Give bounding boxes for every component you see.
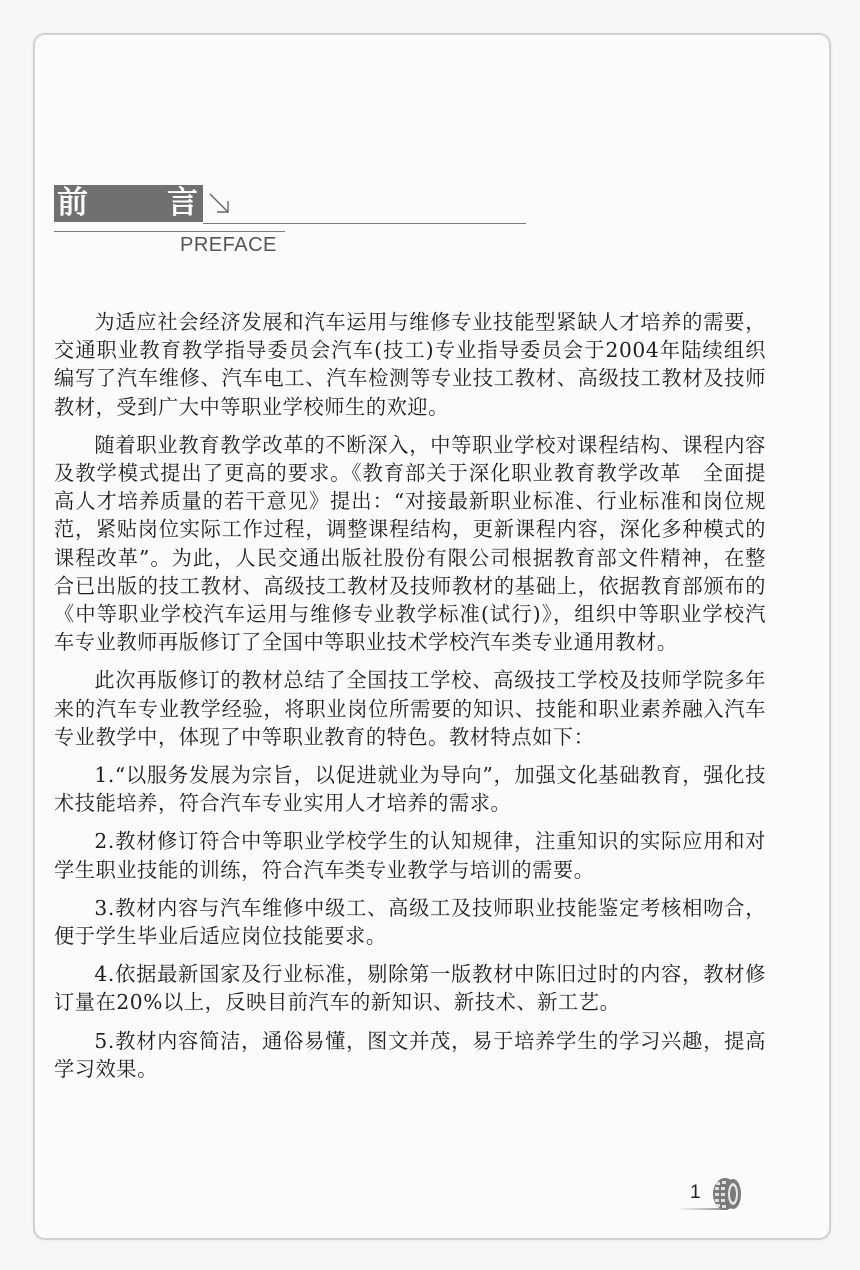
list-item: 2.教材修订符合中等职业学校学生的认知规律，注重知识的实际应用和对学生职业技能的训练，符合汽车类专业教学与培训的需要。: [54, 829, 766, 882]
heading-rule-lower: [54, 231, 285, 232]
page-number: 1: [690, 1182, 701, 1203]
paragraph: 此次再版修订的教材总结了全国技工学校、高级技工学校及技师学院多年来的汽车专业教学经验，将职业岗位所需要的知识、技能和职业素养融入汽车专业教学中，体现了中等职业教育的特色。教材特点如下：: [54, 668, 766, 749]
tire-icon: [711, 1176, 743, 1212]
preface-title-box: [54, 185, 203, 222]
title-char-1: 前: [57, 185, 88, 221]
list-item: 4.依据最新国家及行业标准，剔除第一版教材中陈旧过时的内容，教材修订量在20%以上，反映目前汽车的新知识、新技术、新工艺。: [54, 962, 766, 1015]
arrow-down-right-icon: [208, 192, 232, 216]
list-item: 5.教材内容简洁，通俗易懂，图文并茂，易于培养学生的学习兴趣，提高学习效果。: [54, 1028, 766, 1081]
title-char-2: 言: [167, 185, 198, 221]
preface-body: [54, 308, 766, 1093]
list-item: 1.“以服务发展为宗旨，以促进就业为导向”，加强文化基础教育，强化技术技能培养，符合汽车专业实用人才培养的需求。: [54, 763, 766, 816]
list-item: 3.教材内容与汽车维修中级工、高级工及技师职业技能鉴定考核相吻合，便于学生毕业后适应岗位技能要求。: [54, 895, 766, 949]
paragraph: 随着职业教育教学改革的不断深入，中等职业学校对课程结构、课程内容及教学模式提出了更高的要求。《教育部关于深化职业教育教学改革 全面提高人才培养质量的若干意见》提出：“对接最新职业标准、行业标准和岗位规范，紧贴岗位实际工作过程，调整课程结构，更新课程内容，深化多种模式的课程改革”。为此，人民交通出版社股份有限公司根据教育部文件精神，在整合已出版的技工教材、高级技工教材及技师教材的基础上，依据教育部颁布的《中等职业学校汽车运用与维修专业教学标准(试行)》，组织中等职业学校汽车专业教师再版修订了全国中等职业技术学校汽车类专业通用教材。: [54, 432, 766, 655]
preface-subtitle: PREFACE: [180, 234, 277, 256]
paragraph: 为适应社会经济发展和汽车运用与维修专业技能型紧缺人才培养的需要，交通职业教育教学指导委员会汽车(技工)专业指导委员会于2004年陆续组织编写了汽车维修、汽车电工、汽车检测等专业技工教材、高级技工教材及技师教材，受到广大中等职业学校师生的欢迎。: [54, 310, 766, 419]
heading-rule-upper: [203, 223, 526, 224]
